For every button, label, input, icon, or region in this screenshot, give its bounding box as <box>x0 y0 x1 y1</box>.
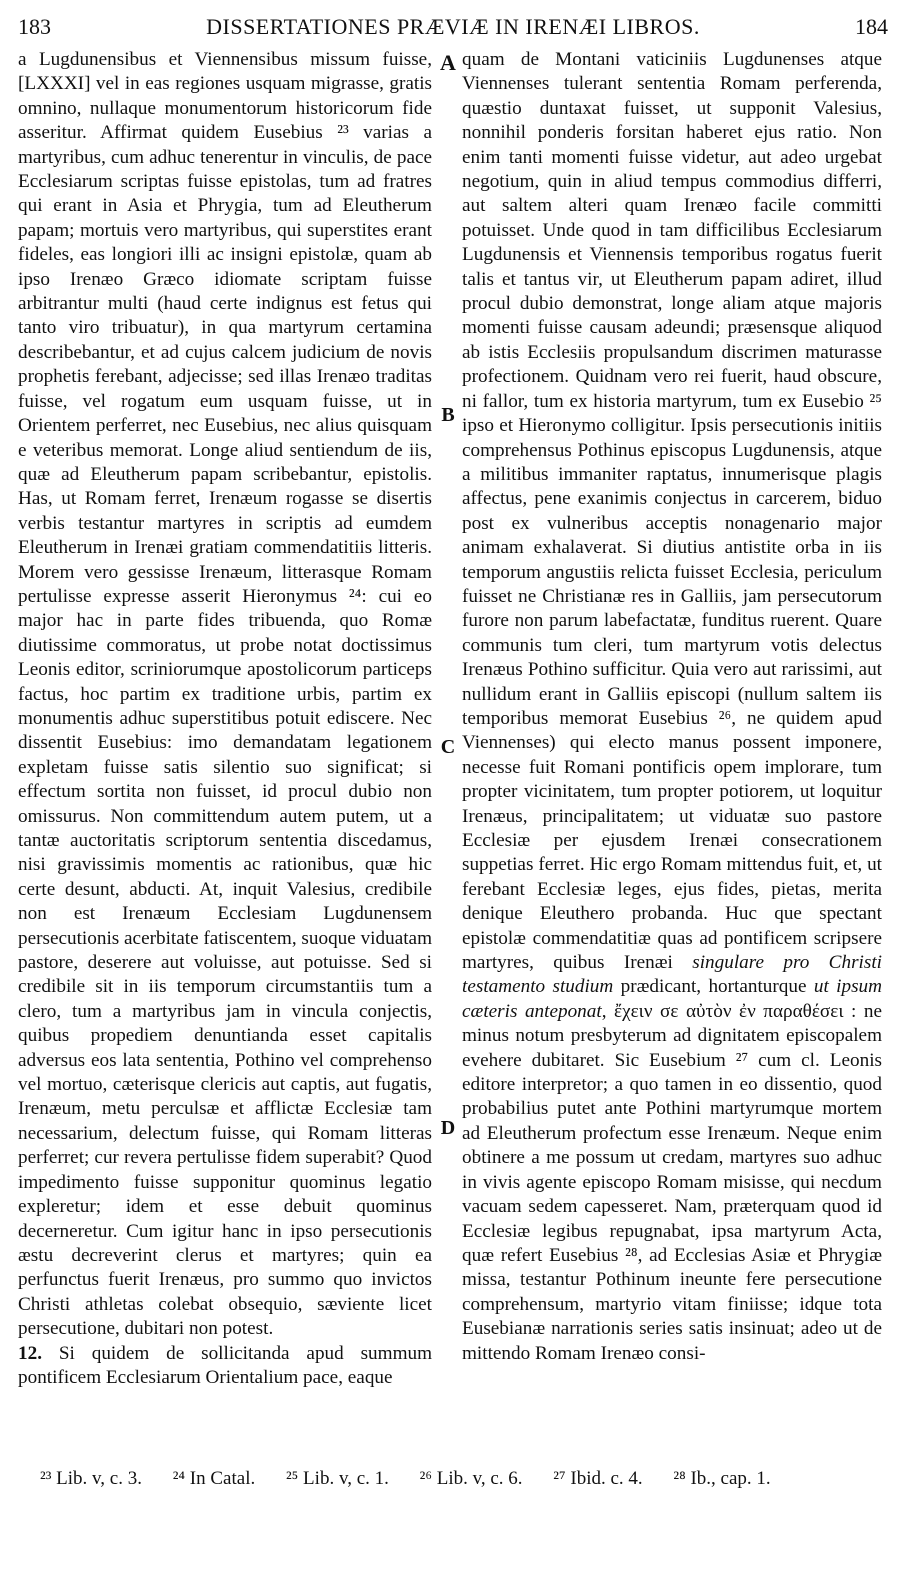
footnote-27: ²⁷ Ibid. c. 4. <box>553 1468 643 1489</box>
footnotes <box>40 1468 862 1490</box>
footnote-24: ²⁴ In Catal. <box>172 1468 256 1489</box>
paragraph-text: Si quidem de sollicitanda apud summum pontificem Ecclesiarum Orientalium pace, eaque <box>18 1342 433 1388</box>
running-title: DISSERTATIONES PRÆVIÆ IN IRENÆI LIBROS. <box>206 14 700 39</box>
margin-marker-b: B <box>441 404 455 426</box>
page-number-left: 183 <box>18 14 51 39</box>
right-text-b: prædicant, hortanturque <box>620 976 807 998</box>
right-column <box>462 48 882 1366</box>
footnote-28: ²⁸ Ib., cap. 1. <box>673 1468 771 1489</box>
footnote-25: ²⁵ Lib. v, c. 1. <box>285 1468 389 1489</box>
running-header <box>18 14 888 44</box>
right-text-a: quam de Montani vaticiniis Lugdunenses atque Viennenses tulerant sententia Romam perferenda, quæstio duntaxat fuisset, ut supponit Valesius, nonnihil ponderis forsitan haberet ejus ratio. Non enim tanti momenti fuisse videtur, aut adeo urgebat negotium, quin in aliud tempus commodius differri, aut saltem alteri quam Irenæo facile committi potuisset. Unde quod in tam difficilibus Ecclesiarum Lugdunensis et Viennensis temporibus rogatus fuerit talis et tantus vir, ut Eleutherum papam adiret, illud procul dubio demonstrat, longe aliam atque majoris momenti fuisse causam adeundi; præsensque aliquod ab istis Ecclesiis propulsandum discrimen maturasse profectionem. Quidnam vero rei fuerit, haud obscure, ni fallor, tum ex historia martyrum, tum ex Eusebio ²⁵ ipso et Hieronymo colligitur. Ipsis persecutionis initiis comprehensus Pothinus episcopus Lugdunensis, atque a militibus immaniter raptatus, innumerisque plagis affectus, pene exanimis conjectus in carcerem, biduo post ex vulneribus acceptis nonagenario major animam exhalaverat. Si diutius antistite orba in iis temporum angustiis relicta fuisset Ecclesia, periculum fuisset ne Christianæ res in Galliis, jam persecutorum furore non parum labefactatæ, funditus ruerent. Quare communis tum cleri, tum martyrum votis delectus Irenæus Pothino sufficitur. Quia vero aut rarissimi, aut nullidum erant in Galliis episcopi (nullum saltem iis temporibus memorat Eusebius ²⁶, ne quidem apud Viennenses) qui electo manus possent imponere, necesse fuit Romani pontificis opem implorare, tum propter vicinitatem, tum propter potiorem, ut loquitur Irenæus, principalitatem; ut viduatæ suo pastore Ecclesiæ per ejusdem Irenæi consecrationem suppetias ferret. Hic ergo Romam mittendus fuit, et, ut ferebant Ecclesiæ leges, ejus fides, pietas, merita denique Eleuthero probanda. Huc que spectant epistolæ commendatitiæ quas ad pontificem scripsere martyres, quibus Irenæi <box>462 49 882 974</box>
right-paragraph <box>462 48 882 1366</box>
margin-marker-a: A <box>440 50 456 75</box>
left-paragraph-12 <box>18 1342 432 1391</box>
italic-quote-1: singulare pro Christi testamento studium <box>462 952 883 998</box>
left-paragraph: a Lugdunensibus et Viennensibus missum fuisse, [LXXXI] vel in eas regiones usquam migrasse, gratis omnino, nullaque monumentorum historicorum fide asseritur. Affirmat quidem Eusebius ²³ varias a martyribus, cum adhuc tenerentur in vinculis, de pace Ecclesiarum scriptas fuisse epistolas, tum ad fratres qui erant in Asia et Phrygia, tum ad Eleutherum papam; mortuis vero martyribus, qui superstites erant fideles, eas longiori illi ac insigni epistolæ, quam ab ipso Irenæo Græco idiomate scriptam fuisse arbitrantur multi (haud certe indignus est fetus qui tanto viro tribuatur), in qua martyrum certamina describebantur, et ad cujus calcem judicium de novis prophetis ferebant, adjecisse; sed illas Irenæo traditas fuisse, vel rogatum eum usquam fuisse, ut in Orientem perferret, nec Eusebius, nec alius quisquam e veteribus memorat. Longe aliud sentiendum de iis, quæ ad Eleutherum papam scribebantur, epistolis. Has, ut Romam ferret, Irenæum rogasse se disertis verbis testantur martyres in scriptis ad eumdem Eleutherum in Irenæi gratiam commendatitiis litteris. Morem vero gessisse Irenæum, litterasque Romam pertulisse expresse asserit Hieronymus ²⁴: cui eo major hac in parte fides tribuenda, quo Romæ diutissime commoratus, ut probe notat doctissimus Leonis editor, scriniorumque apostolicorum particeps factus, hoc partim ex traditione urbis, partim ex monumentis adhuc superstitibus potuit ediscere. Nec dissentit Eusebius: imo demandatam legationem expletam fuisse satis silentio suo significat; si effectum sortita non fuisset, id procul dubio non omissurus. Non committendum autem putem, ut a tantæ auctoritatis scriptorum sententia discedamus, nisi gravissimis momentis ac rationibus, quæ hic certe desunt, abducti. At, inquit Valesius, credibile non est Irenæum Ecclesiam Lugdunensem persecutionis acerbitate fatiscentem, suoque viduatam pastore, deserere aut voluisse, aut potuisse. Sed si credibile sit in iis temporum circumstantiis tum a clero, tum a martyribus jam in vincula conjectis, quibus propediem denuntianda esset capitalis adversus eos lata sententia, Pothino vel comprehenso vel mortuo, cæterisque clericis aut captis, aut fugatis, Irenæum, metu perculsæ et afflictæ Ecclesiæ tam necessarium, delectum fuisse, qui Romam litteras perferret; cur revera pertulisse fidem superabit? Quod impedimento fuisse supponitur quominus legatio expleretur; idem et esse debuit quominus decerneretur. Cum igitur hanc in ipso persecutionis æstu decreverint clerus et martyres; quin ea perfunctus fuerit Irenæus, pro summo quo invictos Christi athletas colebat obsequio, sæviente licet persecutione, dubitari non potest. <box>18 49 432 1340</box>
footnote-26: ²⁶ Lib. v, c. 6. <box>419 1468 523 1489</box>
left-column <box>18 48 432 1390</box>
right-text-c: , ἔχειν σε αὐτὸν ἐν παραθέσει : ne minus notum presbyterum ad dignitatem episcopalem evehere dubitaret. Sic Eusebium ²⁷ cum cl. Leonis editore interpretor; a quo tamen in eo dissentio, quod probabilius putet ante Pothini martyrumque mortem ad Eleutherum profectum esse Irenæum. Neque enim obtinere a me possum ut credam, martyres suo adhuc in vivis agente episcopo Romam misisse, qui necdum vacuam sedem capesseret. Nam, præterquam quod id Ecclesiæ legibus repugnabat, ipsa martyrum Acta, quæ refert Eusebius ²⁸, ad Ecclesias Asiæ et Phrygiæ missa, testantur Pothinum ineunte fere persecutione comprehensum, martyrio vitam finiisse; idque tota Eusebianæ narrationis series satis insinuat; adeo ut de mittendo Romam Irenæo consi- <box>462 1000 882 1364</box>
margin-marker-d: D <box>440 1117 456 1139</box>
margin-marker-c: C <box>440 736 456 758</box>
page-number-right: 184 <box>855 14 888 39</box>
footnote-23: ²³ Lib. v, c. 3. <box>40 1468 142 1489</box>
italic-quote-2: ut ipsum cæteris anteponat <box>462 976 883 1022</box>
paragraph-number: 12. <box>18 1342 42 1364</box>
